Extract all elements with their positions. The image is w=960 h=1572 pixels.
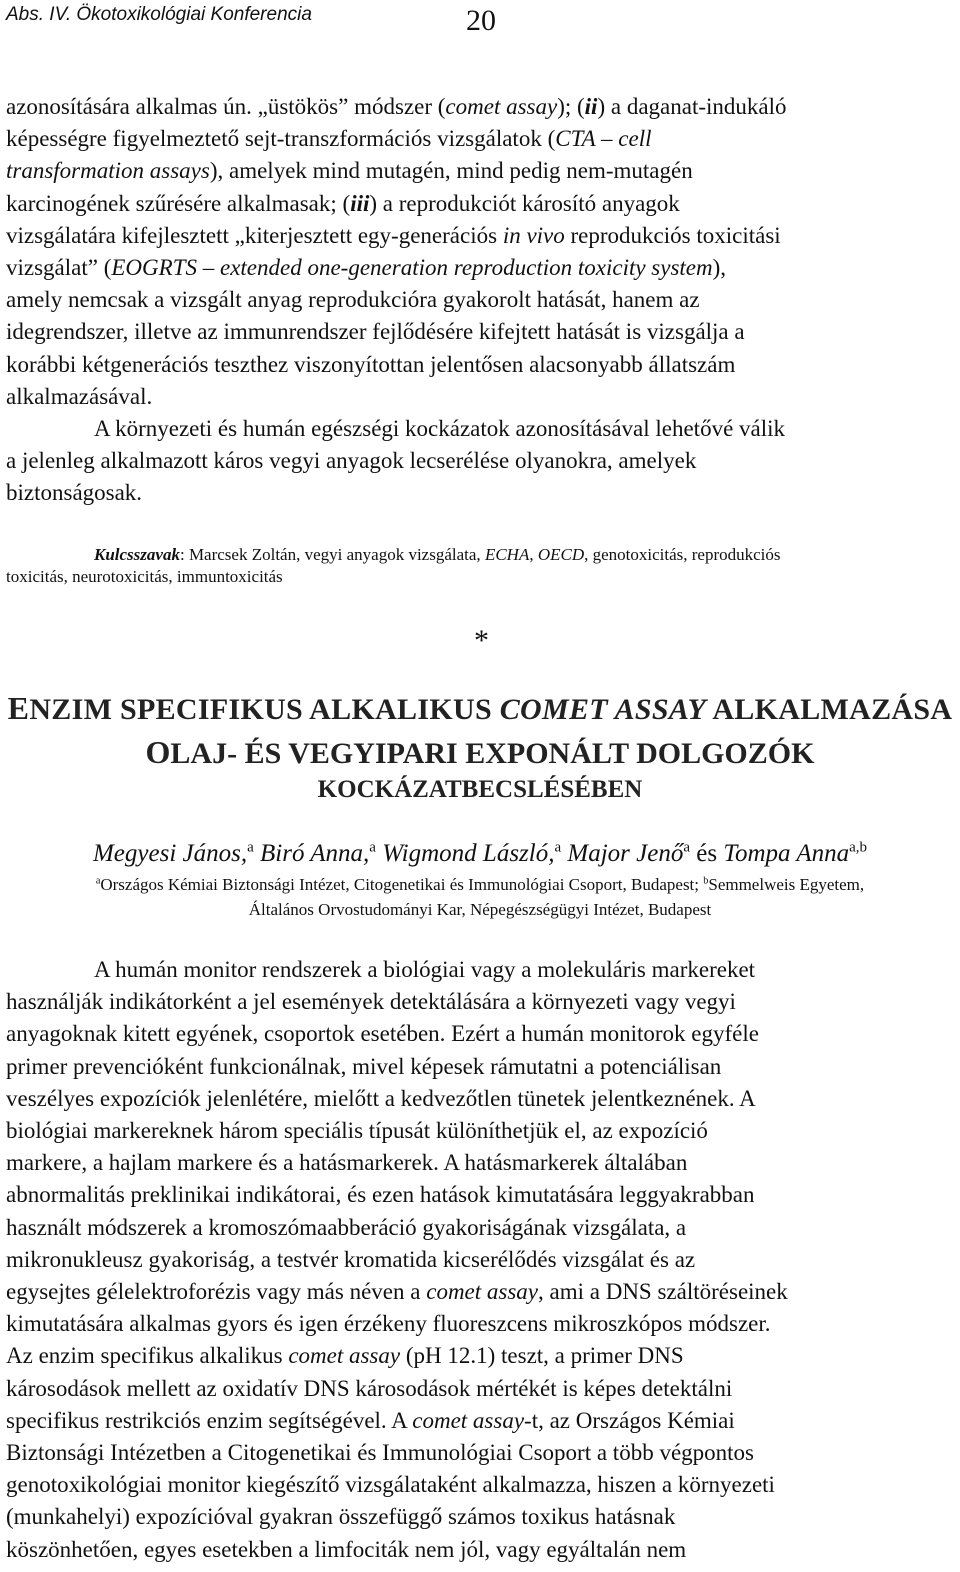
text-line: képességre figyelmeztető sejt-transzformációs vizsgálatok (CTA – cell — [6, 126, 652, 152]
text-line: (munkahelyi) expozícióval gyakran összefüggő számos toxikus hatásnak — [6, 1504, 676, 1530]
text-line: vizsgálatára kifejlesztett „kiterjesztett egy-generációs in vivo reprodukciós toxicitási — [6, 222, 781, 248]
section-separator: * — [474, 624, 489, 657]
text-line: azonosítására alkalmas ún. „üstökös” módszer (comet assay); (ii) a daganat-indukáló — [6, 94, 787, 119]
page-header — [0, 0, 960, 40]
text-line: markere, a hajlam markere és a hatásmarkerek. A hatásmarkerek általában — [6, 1150, 688, 1176]
text-line: abnormalitás preklinikai indikátorai, és ezen hatások kimutatására leggyakrabban — [6, 1182, 755, 1208]
abstract-text — [6, 954, 956, 1566]
author-list: Megyesi János,$^a$ Biró Anna,$^a$ Wigmond László,$^a$ Major Jenő$^a$ és Tompa Anna$^{a,b}$ — [92, 839, 868, 867]
text-line: amely nemcsak a vizsgált anyag reprodukcióra gyakorolt hatását, hanem az — [6, 287, 700, 313]
text-line: vizsgálat” (EOGRTS – extended one-generation reproduction toxicity system), — [6, 255, 727, 281]
text-line: karcinogének szűrésére alkalmasak; (iii) a reprodukciót károsító anyagok — [6, 190, 680, 216]
text-line: alkalmazásával. — [6, 383, 153, 409]
text-line: biológiai markereknek három speciális típusát különíthetjük el, az expozíció — [6, 1118, 708, 1144]
text-line: A humán monitor rendszerek a biológiai vagy a molekuláris markereket — [94, 957, 756, 982]
article-title-line-3: KOCKÁZATBECSLÉSÉBEN — [317, 776, 643, 803]
keywords-line-1: Kulcsszavak: Marcsek Zoltán, vegyi anyagok vizsgálata, ECHA, OECD, genotoxicitás, reprodukciós — [94, 545, 781, 564]
text-line: transformation assays), amelyek mind mutagén, mind pedig nem-mutagén — [6, 158, 693, 184]
text-line: anyagoknak kitett egyének, csoportok esetében. Ezért a humán monitorok egyféle — [6, 1021, 759, 1047]
text-line: a jelenleg alkalmazott káros vegyi anyagok lecserélése olyanokra, amelyek — [6, 448, 697, 474]
paragraph-1 — [6, 91, 956, 413]
affiliation-line-1: $^a$Országos Kémiai Biztonsági Intézet, Citogenetikai és Immunológiai Csoport, Budapest; $^b$Semmelweis Egyetem, — [95, 875, 865, 894]
affiliation-line-2: Általános Orvostudományi Kar, Népegészségügyi Intézet, Budapest — [248, 900, 712, 919]
text-line: károsodások mellett az oxidatív DNS károsodások mértékét is képes detektálni — [6, 1375, 733, 1401]
text-line: biztonságosak. — [6, 480, 143, 506]
text-line: használják indikátorként a jel események detektálására a környezeti vagy vegyi — [6, 989, 736, 1015]
text-line: primer prevencióként funkcionálnak, mivel képesek rámutatni a potenciálisan — [6, 1053, 722, 1079]
affiliations — [0, 872, 960, 922]
conference-title: Abs. IV. Ökotoxikológiai Konferencia — [6, 4, 312, 25]
text-line: genotoxikológiai monitor kiegészítő vizsgálataként alkalmazza, hiszen a környezeti — [6, 1472, 775, 1498]
text-line: egysejtes gélelektroforézis vagy más néven a comet assay, ami a DNS száltöréseinek — [6, 1279, 788, 1305]
text-line: idegrendszer, illetve az immunrendszer fejlődésére kifejtett hatását is vizsgálja a — [6, 319, 745, 345]
text-line: Biztonsági Intézetben a Citogenetikai és Immunológiai Csoport a több végpontos — [6, 1440, 754, 1466]
text-line: köszönhetően, egyes esetekben a limfociták nem jól, vagy egyáltalán nem — [6, 1536, 687, 1562]
text-line: A környezeti és humán egészségi kockázatok azonosításával lehetővé válik — [94, 416, 786, 441]
keywords-label: Kulcsszavak — [94, 545, 180, 564]
text-line: mikronukleusz gyakoriság, a testvér kromatida kicserélődés vizsgálat és az — [6, 1246, 696, 1272]
text-line: korábbi kétgenerációs teszthez viszonyítottan jelentősen alacsonyabb állatszám — [6, 351, 736, 377]
page-number: 20 — [466, 4, 496, 37]
article-title-line-2: OLAJ- ÉS VEGYIPARI EXPONÁLT DOLGOZÓK — [145, 734, 815, 770]
text-line: használt módszerek a kromoszómaabberáció gyakoriságának vizsgálata, a — [6, 1214, 687, 1240]
text-line: Az enzim specifikus alkalikus comet assay (pH 12.1) teszt, a primer DNS — [6, 1343, 684, 1369]
paragraph-2 — [6, 413, 956, 510]
text-line: kimutatására alkalmas gyors és igen érzékeny fluoreszcens mikroszkópos módszer. — [6, 1311, 771, 1337]
keywords — [6, 544, 956, 588]
article-title-line-1: ENZIM SPECIFIKUS ALKALIKUS COMET ASSAY ALKALMAZÁSA — [7, 690, 953, 726]
text-line: specifikus restrikciós enzim segítségével. A comet assay-t, az Országos Kémiai — [6, 1407, 735, 1433]
text-line: veszélyes expozíciók jelenlétére, mielőtt a kedvezőtlen tünetek jelentkeznének. A — [6, 1085, 756, 1111]
keywords-line-2: toxicitás, neurotoxicitás, immuntoxicitás — [6, 567, 283, 586]
